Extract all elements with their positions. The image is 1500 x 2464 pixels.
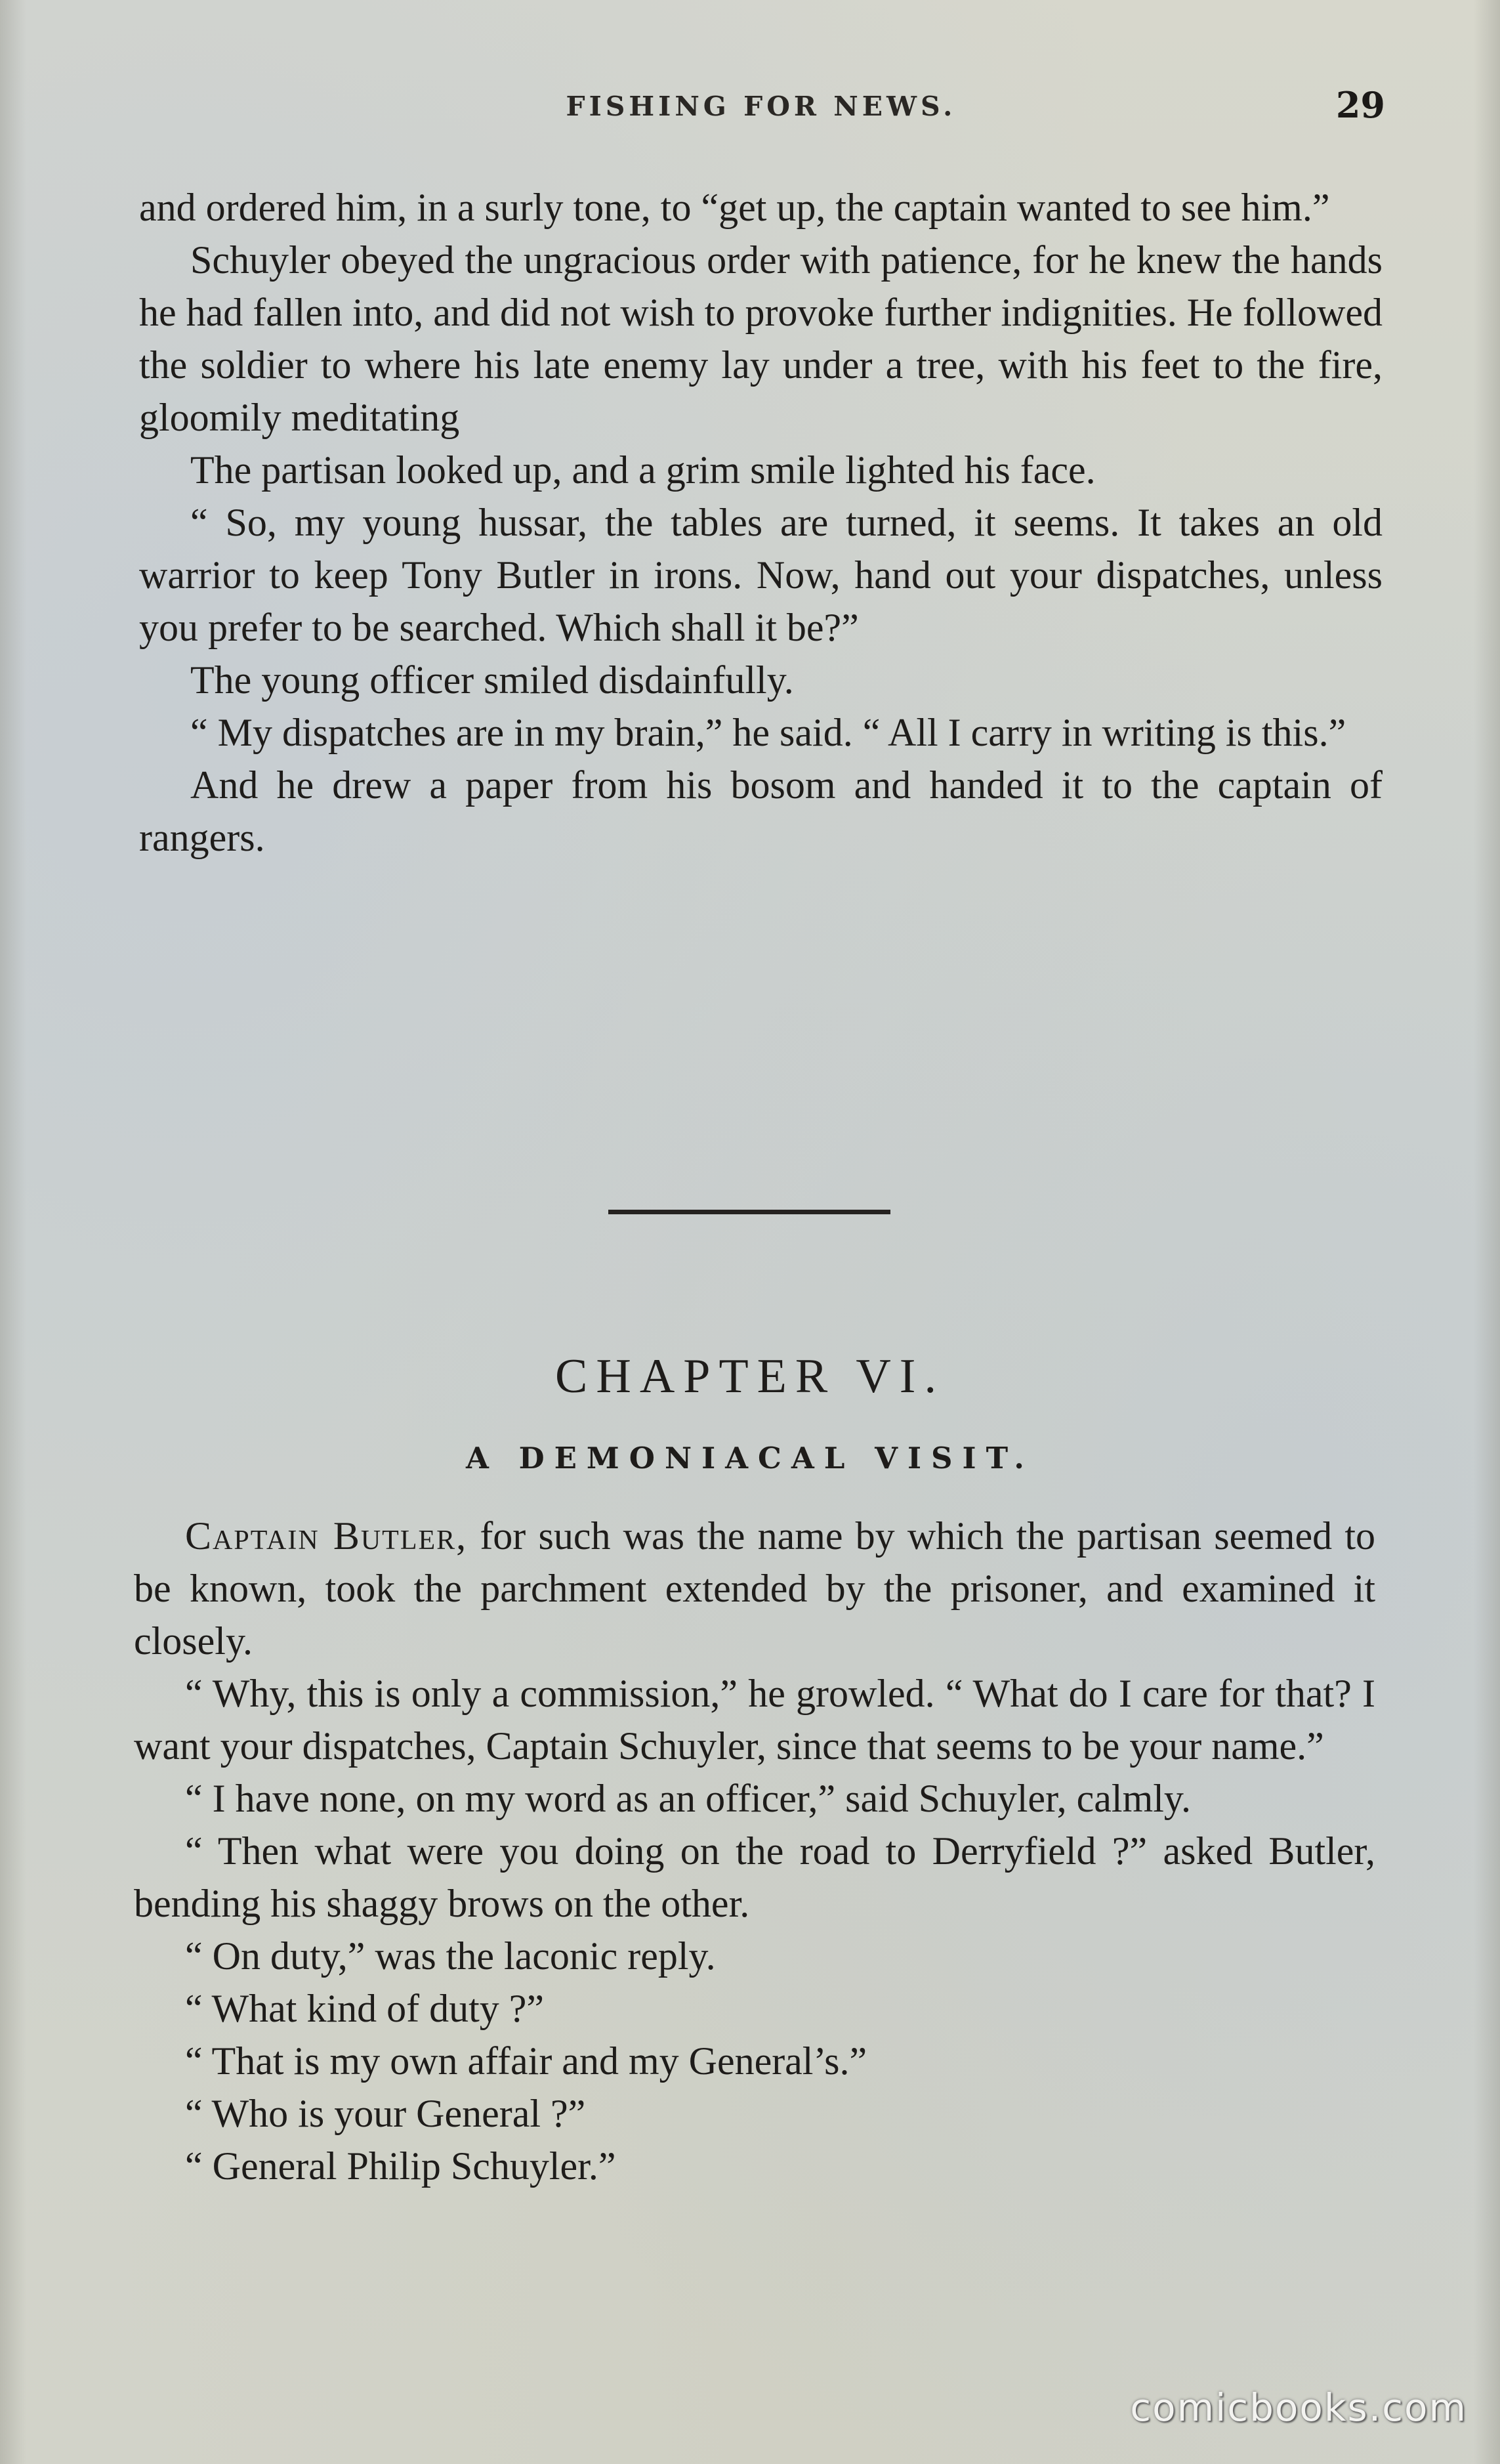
paragraph: The partisan looked up, and a grim smile lighted his face. — [190, 448, 1096, 492]
running-title: FISHING FOR NEWS. — [566, 91, 957, 122]
paragraph: And he drew a paper from his bosom and handed it to the captain of rangers. — [139, 763, 1383, 859]
running-header — [0, 84, 1500, 130]
paragraph: “ That is my own affair and my General’s.” — [185, 2039, 867, 2083]
chapter-subtitle: A DEMONIACAL VISIT. — [466, 1441, 1034, 1476]
chapter-heading: CHAPTER VI. — [555, 1349, 945, 1403]
paragraph: “ General Philip Schuyler.” — [185, 2144, 616, 2188]
page-edge-left — [0, 0, 26, 2464]
paragraph: “ Then what were you doing on the road to Derryfield ?” asked Butler, bending his shaggy brows on the other. — [134, 1829, 1375, 1925]
chapter-text — [134, 1510, 1375, 2192]
paragraph: “ On duty,” was the laconic reply. — [185, 1934, 716, 1978]
paragraph: The young officer smiled disdainfully. — [190, 658, 794, 702]
paragraph: and ordered him, in a surly tone, to “get up, the captain wanted to see him.” — [139, 186, 1330, 229]
watermark: comicbooks.com — [1130, 2385, 1467, 2430]
paragraph: “ Why, this is only a commission,” he growled. “ What do I care for that? I want your dispatches, Captain Schuyler, since that seems to be your name.” — [134, 1672, 1375, 1768]
paragraph — [134, 1510, 1375, 1667]
section-divider — [608, 1210, 890, 1214]
paragraph: “ So, my young hussar, the tables are turned, it seems. It takes an old warrior to keep Tony Butler in irons. Now, hand out your dispatches, unless you prefer to be searched. Which shall it be?” — [139, 501, 1383, 649]
paragraph: Schuyler obeyed the ungracious order with patience, for he knew the hands he had fallen into, and did not wish to provoke further indignities. He followed the soldier to where his late enemy lay under a tree, with his feet to the fire, gloomily meditating — [139, 238, 1383, 439]
paragraph: “ I have none, on my word as an officer,” said Schuyler, calmly. — [185, 1777, 1192, 1820]
paragraph: “ Who is your General ?” — [185, 2092, 586, 2135]
paragraph: “ My dispatches are in my brain,” he said. “ All I carry in writing is this.” — [190, 711, 1346, 754]
page-number: 29 — [1335, 84, 1385, 126]
paragraph-rest: for such was the name by which the partisan seemed to be known, took the parchment extended by the prisoner, and examined it closely. — [134, 1514, 1375, 1663]
lead-in-smallcaps: Captain Butler, — [185, 1514, 468, 1558]
page-edge-right — [1474, 0, 1500, 2464]
paragraph: “ What kind of duty ?” — [185, 1987, 545, 2030]
body-text — [139, 181, 1383, 864]
